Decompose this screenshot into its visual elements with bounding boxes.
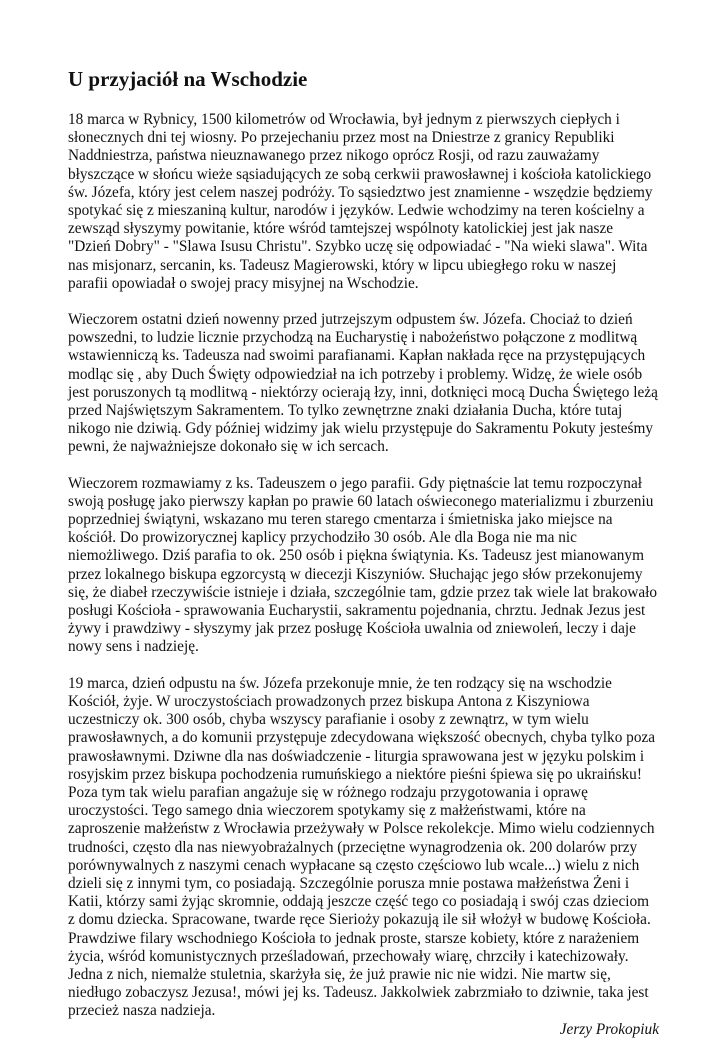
paragraph-3: Wieczorem rozmawiamy z ks. Tadeuszem o jego parafii. Gdy piętnaście lat temu rozpoczynał swoją posługę jako pierwszy kapłan po prawie 60 latach oświeconego materializmu i zburzeniu poprzedniej świątyni, wskazano mu teren starego cmentarza i śmietniska jako miejsce na kościół. Do prowizorycznej kaplicy przychodziło 30 osób. Ale dla Boga nie ma nic niemożliwego. Dziś parafia to ok. 250 osób i piękna świątynia. Ks. Tadeusz jest mianowanym przez lokalnego biskupa egzorcystą w diecezji Kiszyniów. Słuchając jego słów przekonujemy się, że diabeł rzeczywiście istnieje i działa, szczególnie tam, gdzie przez tak wiele lat brakowało posługi Kościoła - sprawowania Eucharystii, sakramentu pojednania, chrztu. Jednak Jezus jest żywy i prawdziwy - słyszymy jak przez posługę Kościoła uwalnia od zniewoleń, leczy i daje nowy sens i nadzieję. (68, 474, 658, 656)
paragraph-4: 19 marca, dzień odpustu na św. Józefa przekonuje mnie, że ten rodzący się na wschodzie Kościół, żyje. W uroczystościach prowadzonych przez biskupa Antona z Kiszyniowa uczestniczy ok. 300 osób, chyba wszyscy parafianie i osoby z zewnątrz, w tym wielu prawosławnych, a do komunii przystępuje zdecydowana większość obecnych, chyba tylko poza prawosławnymi. Dziwne dla nas doświadczenie - liturgia sprawowana jest w języku polskim i rosyjskim przez biskupa pochodzenia rumuńskiego a niektóre pieśni śpiewa się po ukraińsku! Poza tym tak wielu parafian angażuje się w różnego rodzaju przygotowania i oprawę uroczystości. Tego samego dnia wieczorem spotykamy się z małżeństwami, które na zaproszenie małżeństw z Wrocławia przeżywały w Polsce rekolekcje. Mimo wielu codziennych trudności, często dla nas niewyobrażalnych (przeciętne wynagrodzenia ok. 200 dolarów przy porównywalnych z naszymi cenach wypłacane są często częściowo lub wcale...) wielu z nich dzieli się z innymi tym, co posiadają. Szczególnie porusza mnie postawa małżeństwa Żeni i Katii, którzy sami żyjąc skromnie, oddają jeszcze część tego co posiadają i swój czas dzieciom z domu dziecka. Spracowane, twarde ręce Sierioży pokazują ile sił włożył w budowę Kościoła. Prawdziwe filary wschodniego Kościoła to jednak proste, starsze kobiety, które z narażeniem życia, wśród komunistycznych prześladowań, przechowały wiarę, chrzciły i katechizowały. Jedna z nich, niemalże stuletnia, skarżyła się, że już prawie nic nie widzi. Nie martw się, niedługo zobaczysz Jezusa!, mówi jej ks. Tadeusz. Jakkolwiek zabrzmiało to dziwnie, taka jest przecież nasza nadzieja. (68, 674, 656, 1020)
paragraph-2: Wieczorem ostatni dzień nowenny przed jutrzejszym odpustem św. Józefa. Chociaż to dzień powszedni, to ludzie licznie przychodzą na Eucharystię i nabożeństwo połączone z modlitwą wstawienniczą ks. Tadeusza nad swoimi parafianami. Kapłan nakłada ręce na przystępujących modląc się , aby Duch Święty odpowiedział na ich potrzeby i problemy. Widzę, że wiele osób jest poruszonych tą modlitwą - niektórzy ocierają łzy, inni, dotknięci mocą Ducha Świętego leżą przed Najświętszym Sakramentem. To tylko zewnętrzne znaki działania Ducha, które tutaj nikogo nie dziwią. Gdy później widzimy jak wielu przystępuje do Sakramentu Pokuty jesteśmy pewni, że najważniejsze dokonało się w ich sercach. (68, 311, 658, 456)
article-title: U przyjaciół na Wschodzie (68, 67, 308, 91)
paragraph-1: 18 marca w Rybnicy, 1500 kilometrów od Wrocławia, był jednym z pierwszych ciepłych i słonecznych dni tej wiosny. Po przejechaniu przez most na Dniestrze z granicy Republiki Naddniestrza, państwa nieuznawanego przez nikogo oprócz Rosji, od razu zauważamy błyszczące w słońcu wieże sąsiadujących ze sobą cerkwii prawosławnej i kościoła katolickiego św. Józefa, który jest celem naszej podróży. To sąsiedztwo jest znamienne - wszędzie będziemy spotykać się z mieszaniną kultur, narodów i języków. Ledwie wchodzimy na teren kościelny a zewsząd słyszymy powitanie, które wśród tamtejszej wspólnoty katolickiej jest jak nasze "Dzień Dobry" - "Slawa Isusu Christu". Szybko uczę się odpowiadać - "Na wieki slawa". Wita nas misjonarz, sercanin, ks. Tadeusz Magierowski, który w lipcu ubiegłego roku w naszej parafii opowiadał o swojej pracy misyjnej na Wschodzie. (68, 111, 653, 292)
author-signature: Jerzy Prokopiuk (559, 1020, 659, 1038)
